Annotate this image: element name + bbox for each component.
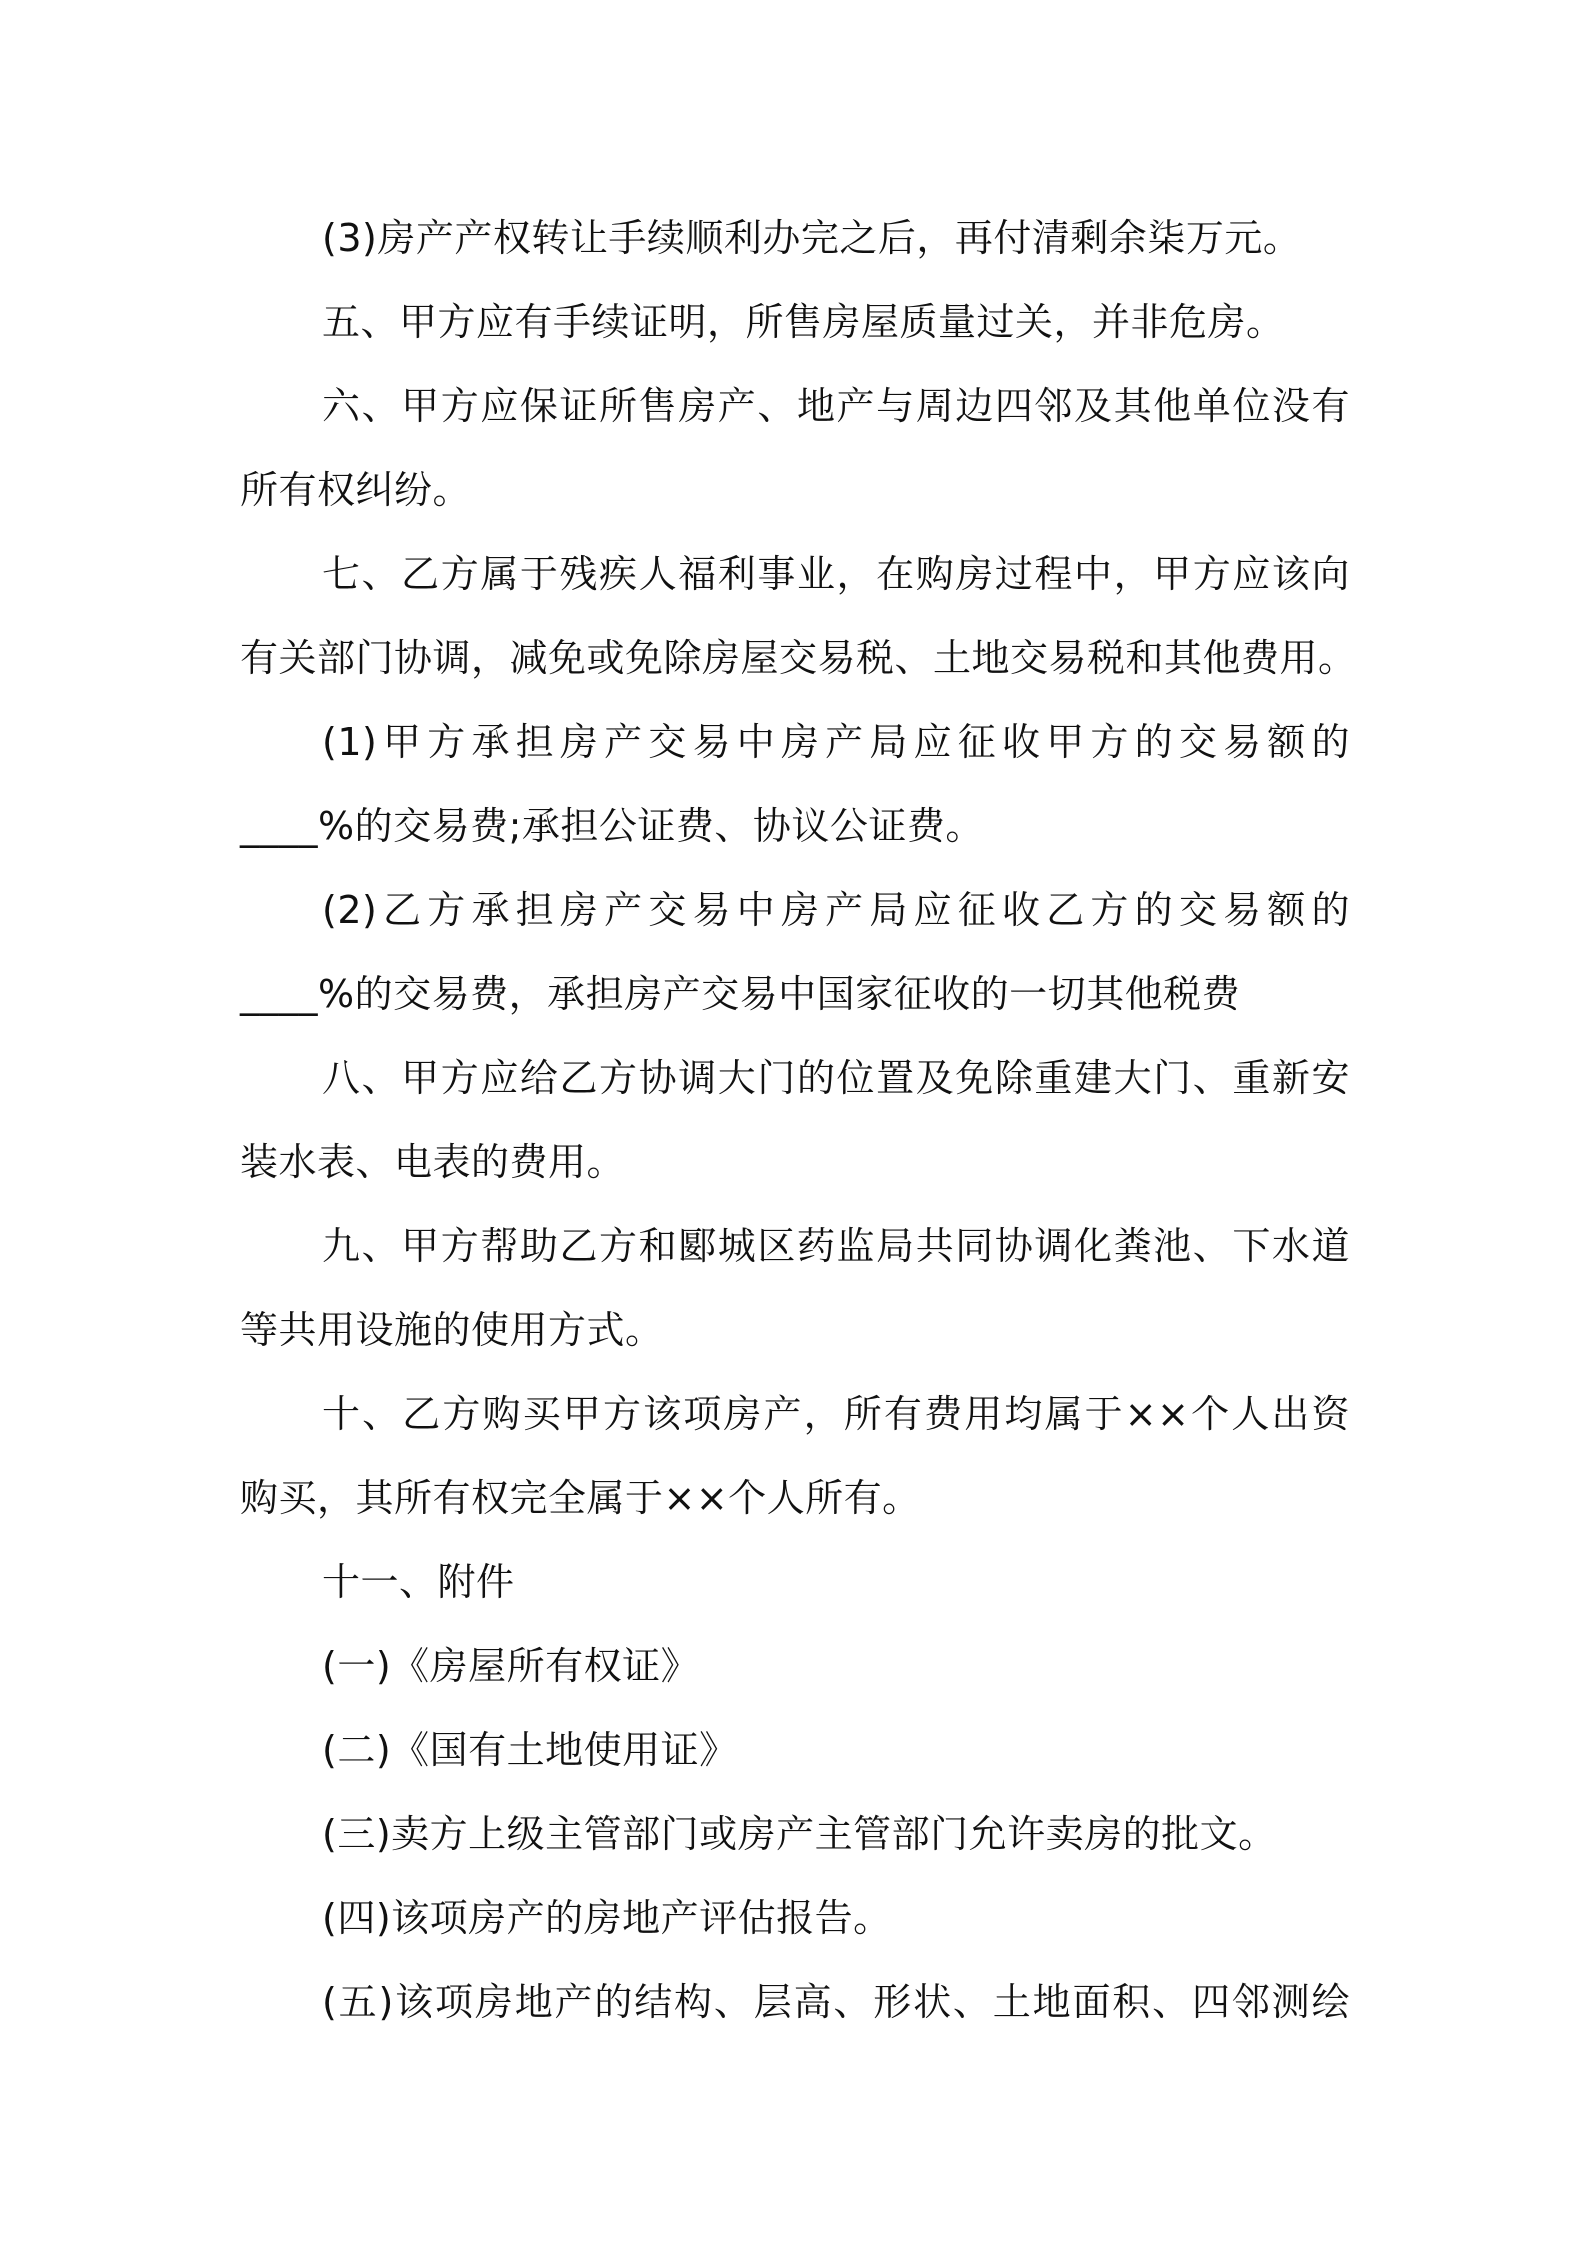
clause-7-line-1: 七、乙方属于残疾人福利事业，在购房过程中，甲方应该向 (322, 552, 1350, 596)
clause-8-line-1: 八、甲方应给乙方协调大门的位置及免除重建大门、重新安 (322, 1056, 1350, 1100)
clause-9-line-1: 九、甲方帮助乙方和郾城区药监局共同协调化粪池、下水道 (322, 1224, 1350, 1268)
attachment-1: (一)《房屋所有权证》 (322, 1644, 700, 1688)
clause-11-heading: 十一、附件 (322, 1560, 515, 1604)
clause-6-line-2: 所有权纠纷。 (240, 468, 472, 512)
clause-7-line-2: 有关部门协调，减免或免除房屋交易税、土地交易税和其他费用。 (240, 636, 1357, 680)
clause-9-line-2: 等共用设施的使用方式。 (240, 1308, 664, 1352)
clause-10-line-1: 十、乙方购买甲方该项房产，所有费用均属于××个人出资 (322, 1392, 1350, 1436)
clause-5: 五、甲方应有手续证明，所售房屋质量过关，并非危房。 (322, 300, 1285, 344)
attachment-2: (二)《国有土地使用证》 (322, 1728, 738, 1772)
clause-8-line-2: 装水表、电表的费用。 (240, 1140, 626, 1184)
clause-4-3: (3)房产产权转让手续顺利办完之后，再付清剩余柒万元。 (322, 216, 1302, 260)
attachment-3: (三)卖方上级主管部门或房产主管部门允许卖房的批文。 (322, 1812, 1277, 1856)
attachment-4: (四)该项房产的房地产评估报告。 (322, 1896, 892, 1940)
contract-text (240, 196, 1357, 2044)
clause-10-line-2: 购买，其所有权完全属于××个人所有。 (240, 1476, 921, 1520)
clause-6-line-1: 六、甲方应保证所售房产、地产与周边四邻及其他单位没有 (322, 384, 1350, 428)
clause-7-1-line-1: (1)甲方承担房产交易中房产局应征收甲方的交易额的 (322, 720, 1350, 764)
clause-7-2-line-1: (2)乙方承担房产交易中房产局应征收乙方的交易额的 (322, 888, 1350, 932)
attachment-5: (五)该项房地产的结构、层高、形状、土地面积、四邻测绘 (322, 1980, 1350, 2024)
clause-7-2-line-2: ____%的交易费，承担房产交易中国家征收的一切其他税费 (240, 972, 1241, 1016)
clause-7-1-line-2: ____%的交易费;承担公证费、协议公证费。 (240, 804, 984, 848)
